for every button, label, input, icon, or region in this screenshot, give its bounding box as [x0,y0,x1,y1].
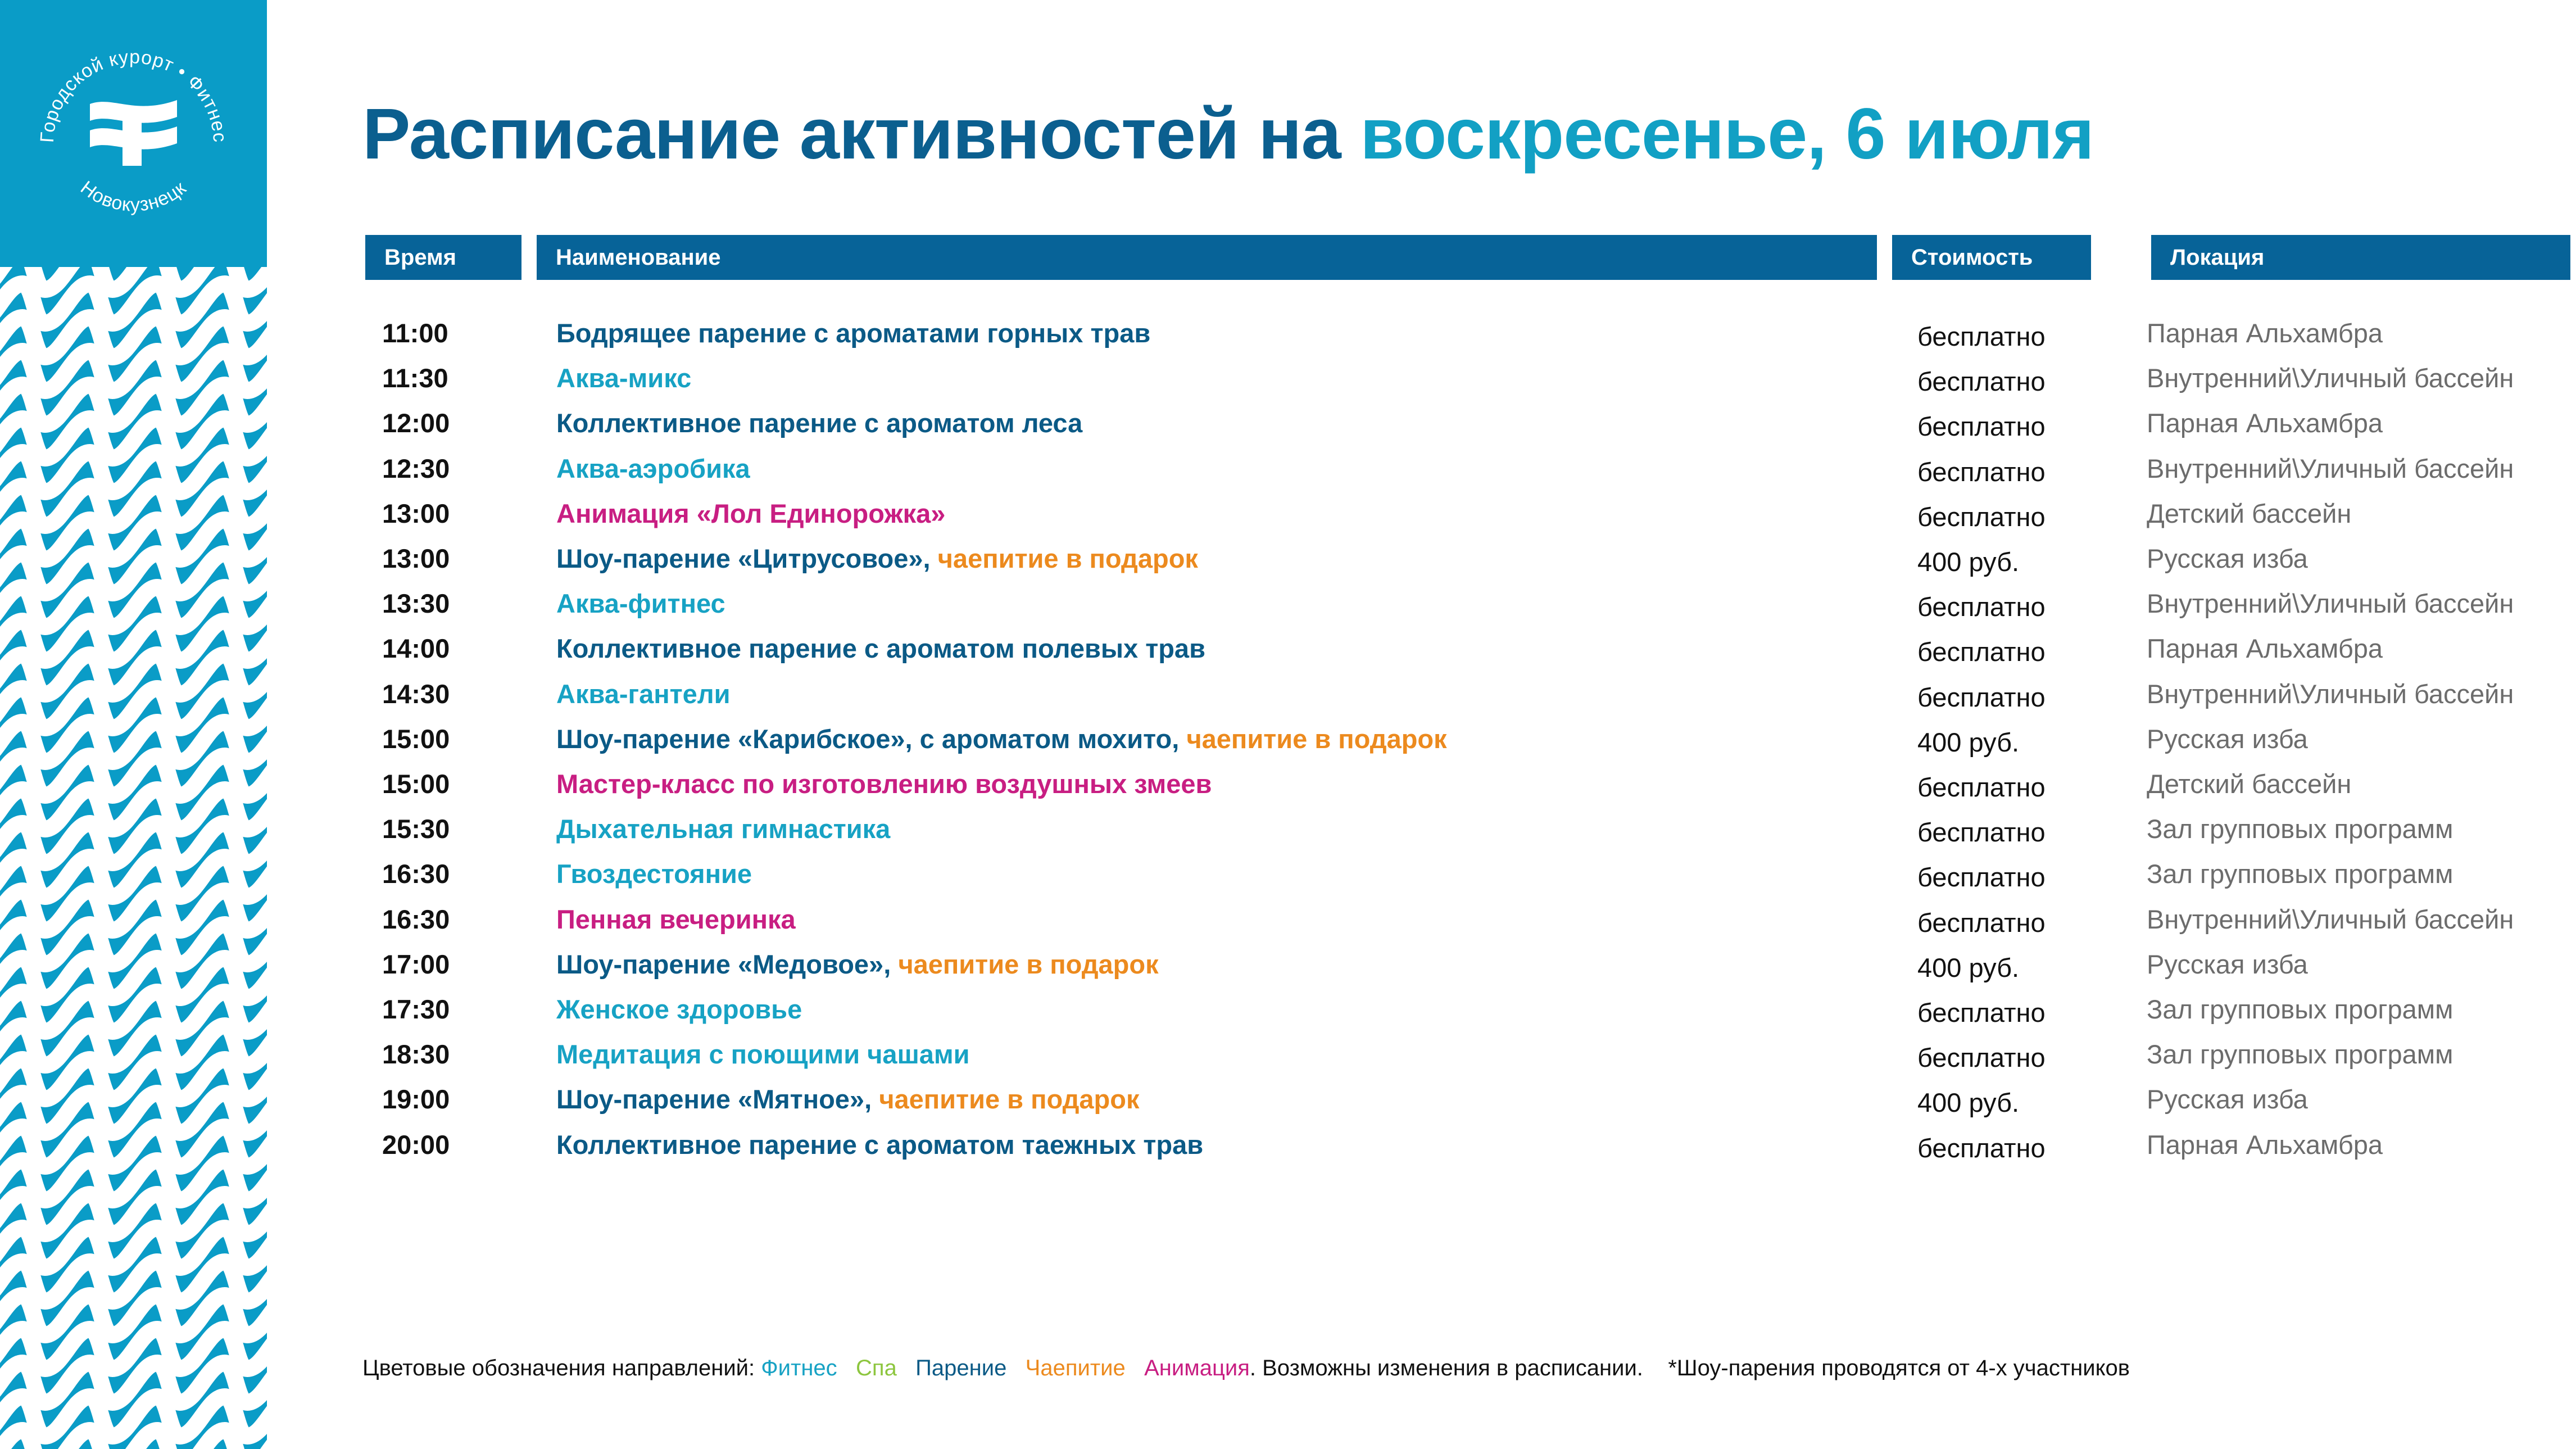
row-location: Русская изба [2147,949,2308,979]
row-name [556,948,1159,981]
row-activity-name: Медитация с поющими чашами [556,1039,970,1069]
row-name [556,406,1082,440]
row-name [556,903,796,936]
row-cost: бесплатно [1917,682,2046,712]
row-cost: бесплатно [1917,1133,2046,1163]
row-location: Внутренний\Уличный бассейн [2147,679,2514,709]
ring-text-top: Городской курорт • Фитнес [36,46,231,143]
row-time: 15:00 [382,769,450,799]
row-cost: 400 руб. [1917,1088,2020,1117]
row-tea-bonus: чаепитие в подарок [879,1084,1140,1114]
row-location: Зал групповых программ [2147,994,2453,1024]
footer-legend [362,1356,2130,1381]
row-activity-name: Коллективное парение с ароматом полевых трав [556,633,1205,663]
row-location: Внутренний\Уличный бассейн [2147,363,2514,393]
row-time: 18:30 [382,1039,450,1069]
legend-animation: Анимация [1144,1356,1250,1380]
row-activity-name: Коллективное парение с ароматом леса [556,408,1083,438]
row-name [556,1128,1203,1162]
sidebar [0,0,267,1449]
row-location: Внутренний\Уличный бассейн [2147,454,2514,483]
row-location: Зал групповых программ [2147,1039,2453,1069]
row-cost: бесплатно [1917,817,2046,847]
row-cost: бесплатно [1917,457,2046,487]
row-activity-name: Шоу-парение «Мятное», [556,1084,879,1114]
row-activity-name: Коллективное парение с ароматом таежных трав [556,1130,1204,1160]
row-cost: бесплатно [1917,908,2046,938]
logo-panel [0,0,267,267]
row-name [556,677,731,711]
row-location: Парная Альхамбра [2147,318,2383,348]
row-cost: бесплатно [1917,366,2046,396]
row-name [556,452,750,486]
row-location: Русская изба [2147,544,2308,573]
logo-mark-icon [90,100,177,166]
row-activity-name: Мастер-класс по изготовлению воздушных змеев [556,769,1212,799]
row-tea-bonus: чаепитие в подарок [898,949,1159,979]
row-activity-name: Пенная вечеринка [556,904,796,934]
row-activity-name: Шоу-парение «Медовое», [556,949,899,979]
row-activity-name: Анимация «Лол Единорожка» [556,499,946,528]
legend-steam: Парение [915,1356,1007,1380]
title-main: Расписание активностей на [362,94,1360,174]
row-activity-name: Женское здоровье [556,994,802,1024]
row-activity-name: Шоу-парение «Цитрусовое», [556,544,938,573]
row-time: 11:30 [382,363,448,393]
ring-text-bottom: Новокузнецк [76,176,191,216]
row-cost: 400 руб. [1917,727,2020,757]
row-location: Детский бассейн [2147,499,2352,528]
row-time: 13:00 [382,499,450,528]
row-name [556,1038,970,1071]
title-date: воскресенье, 6 июля [1360,94,2094,174]
changes-note: . Возможны изменения в расписании. [1249,1356,1643,1380]
wave-pattern [0,267,267,1449]
row-activity-name: Дыхательная гимнастика [556,814,891,844]
row-name [556,542,1198,576]
row-cost: бесплатно [1917,862,2046,892]
row-name [556,767,1212,801]
row-cost: бесплатно [1917,502,2046,532]
row-location: Парная Альхамбра [2147,1130,2383,1160]
header-name: Наименование [537,235,1877,280]
row-location: Зал групповых программ [2147,814,2453,844]
row-time: 12:00 [382,408,450,438]
legend-spa: Спа [856,1356,897,1380]
row-time: 19:00 [382,1084,450,1114]
row-name [556,812,890,846]
row-location: Русская изба [2147,724,2308,754]
legend-label: Цветовые обозначения направлений: [362,1356,761,1380]
row-activity-name: Аква-фитнес [556,588,725,618]
row-time: 16:30 [382,904,450,934]
row-name [556,361,691,395]
row-activity-name: Гвоздестояние [556,859,752,889]
row-activity-name: Шоу-парение «Карибское», с ароматом мохито, [556,724,1187,754]
row-time: 14:30 [382,679,450,709]
row-location: Русская изба [2147,1084,2308,1114]
row-name [556,497,945,531]
row-location: Парная Альхамбра [2147,408,2383,438]
row-tea-bonus: чаепитие в подарок [1186,724,1447,754]
row-time: 14:00 [382,633,450,663]
row-time: 16:30 [382,859,450,889]
row-cost: бесплатно [1917,1043,2046,1072]
header-location: Локация [2151,235,2570,280]
row-cost: 400 руб. [1917,547,2020,577]
row-name [556,587,725,621]
legend-tea: Чаепитие [1025,1356,1126,1380]
row-time: 15:00 [382,724,450,754]
row-location: Внутренний\Уличный бассейн [2147,904,2514,934]
row-activity-name: Аква-аэробика [556,454,750,483]
row-name [556,722,1447,756]
row-cost: бесплатно [1917,772,2046,802]
row-time: 11:00 [382,318,448,348]
row-location: Парная Альхамбра [2147,633,2383,663]
show-note: *Шоу-парения проводятся от 4-х участников [1668,1356,2130,1380]
row-time: 12:30 [382,454,450,483]
row-name [556,316,1150,350]
row-cost: бесплатно [1917,322,2046,351]
row-cost: 400 руб. [1917,953,2020,982]
row-activity-name: Аква-гантели [556,679,731,709]
row-name [556,857,752,891]
row-time: 13:30 [382,588,450,618]
row-time: 17:00 [382,949,450,979]
row-location: Зал групповых программ [2147,859,2453,889]
row-activity-name: Аква-микс [556,363,692,393]
row-name [556,632,1205,665]
row-cost: бесплатно [1917,411,2046,441]
row-cost: бесплатно [1917,998,2046,1027]
row-tea-bonus: чаепитие в подарок [937,544,1198,573]
row-time: 17:30 [382,994,450,1024]
row-time: 13:00 [382,544,450,573]
header-cost: Стоимость [1892,235,2091,280]
row-name [556,1083,1140,1116]
row-time: 15:30 [382,814,450,844]
legend-fitness: Фитнес [761,1356,837,1380]
page-title [362,93,2094,175]
row-cost: бесплатно [1917,592,2046,622]
row-cost: бесплатно [1917,637,2046,667]
row-activity-name: Бодрящее парение с ароматами горных трав [556,318,1151,348]
resort-logo [0,0,267,267]
row-location: Внутренний\Уличный бассейн [2147,588,2514,618]
row-time: 20:00 [382,1130,450,1160]
row-name [556,993,802,1026]
header-time: Время [365,235,521,280]
row-location: Детский бассейн [2147,769,2352,799]
